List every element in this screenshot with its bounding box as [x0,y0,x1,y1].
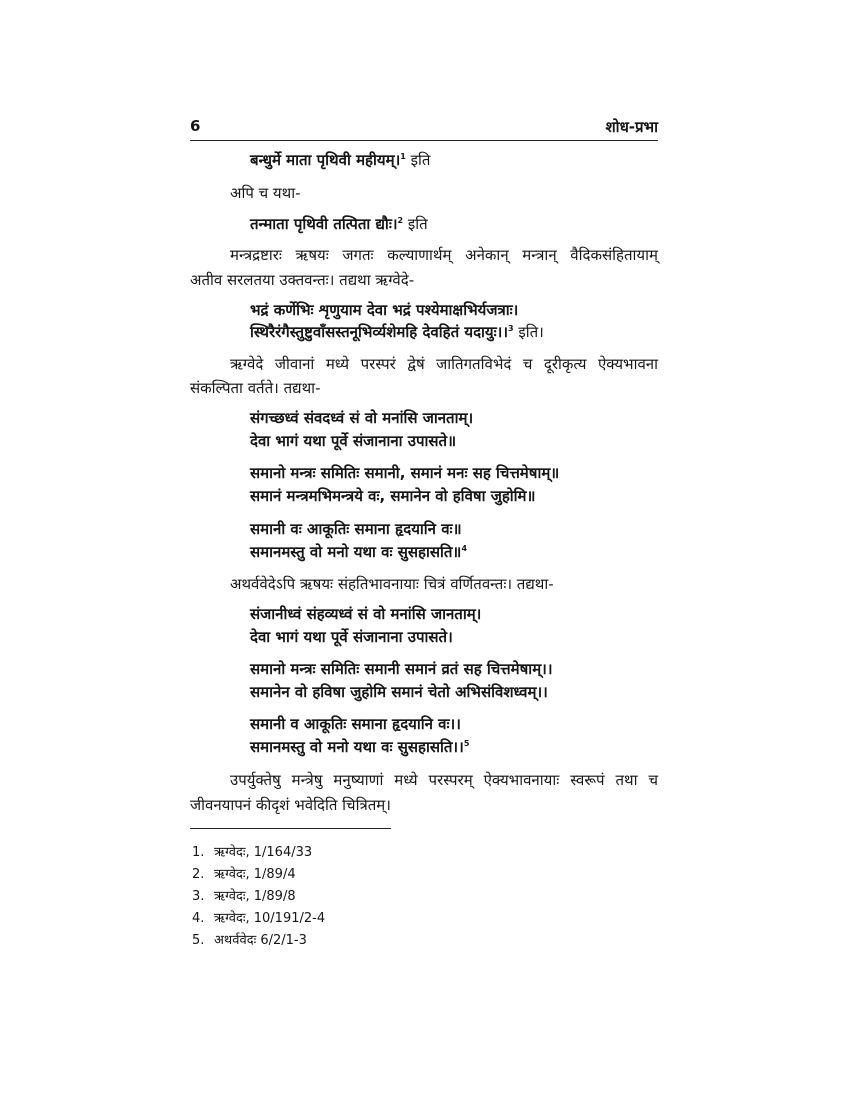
header-rule [190,140,658,141]
prose-line: अतीव सरलतया उक्तवन्तः। तद्यथा ऋग्वेदे- [190,271,415,289]
footnote: 1. ऋग्वेदः, 1/164/33 [192,845,313,860]
footnote: 3. ऋग्वेदः, 1/89/8 [192,889,296,904]
footnote: 4. ऋग्वेदः, 10/191/2-4 [192,911,326,926]
verse-line: संगच्छध्वं संवदध्वं सं वो मनांसि जानताम्। [250,409,474,427]
prose-line: संकल्पिता वर्तते। तद्यथा- [190,379,321,397]
verse-line: देवा भागं यथा पूर्वे संजानाना उपासते॥ [250,432,457,450]
prose-line: अपि च यथा- [230,184,301,202]
footnote-rule [190,828,391,829]
prose-line: अथर्ववेदेऽपि ऋषयः संहतिभावनायाः चित्रं वर्णितवन्तः। तद्यथा- [230,575,554,593]
prose-line: जीवनयापनं कीदृशं भवेदिति चित्रितम्। [190,796,391,814]
verse-line: भद्रं कर्णेभिः शृणुयाम देवा भद्रं पश्येमाक्षभिर्यजत्राः। [250,301,519,319]
prose-line: उपर्युक्तेषु मन्त्रेषु मनुष्याणां मध्ये परस्परम् ऐक्यभावनायाः स्वरूपं तथा च [230,771,658,789]
verse-line: समानमस्तु वो मनो यथा वः सुसहासति।।$^5$ [250,738,470,756]
verse-line: समानेन वो हविषा जुहोमि समानं चेतो अभिसंविशध्वम्।। [250,683,548,701]
footnote: 2. ऋग्वेदः, 1/89/4 [192,867,296,882]
running-header [190,117,658,139]
footnote: 5. अथर्ववेदः 6/2/1-3 [192,933,307,948]
prose-line: ऋग्वेदे जीवानां मध्ये परस्परं द्वेषं जातिगतविभेदं च दूरीकृत्य ऐक्यभावना [230,355,658,373]
verse-line: समानमस्तु वो मनो यथा वः सुसहासति॥$^4$ [250,543,468,561]
verse-line: तन्माता पृथिवी तत्पिता द्यौः।$^2$ इति [250,215,428,233]
verse-line: देवा भागं यथा पूर्वे संजानाना उपासते। [250,628,453,646]
running-title: शोध-प्रभा [605,118,658,136]
verse-line: समानं मन्त्रमभिमन्त्रये वः, समानेन वो हविषा जुहोमि॥ [250,487,536,505]
verse-line: समानो मन्त्रः समितिः समानी समानं व्रतं सह चित्तमेषाम्।। [250,660,553,678]
verse-line: समानो मन्त्रः समितिः समानी, समानं मनः सह चित्तमेषाम्॥ [250,464,560,482]
verse-line: स्थिरैरंगैस्तुष्टुवाँसस्तनूभिर्व्यशेमहि देवहितं यदायुः।।$^3$ इति। [250,323,544,341]
verse-line: संजानीध्वं संहव्यध्वं सं वो मनांसि जानताम्। [250,605,482,623]
prose-line: मन्त्रद्रष्टारः ऋषयः जगतः कल्याणार्थम् अनेकान् मन्त्रान् वैदिकसंहितायाम् [230,246,658,264]
verse-line: बन्धुर्मे माता पृथिवी महीयम्।$^1$ इति [250,151,431,169]
verse-line: समानी वः आकूतिः समाना हृदयानि वः॥ [250,520,462,538]
verse-line: समानी व आकूतिः समाना हृदयानि वः।। [250,715,461,733]
page-number: 6 [190,117,201,135]
